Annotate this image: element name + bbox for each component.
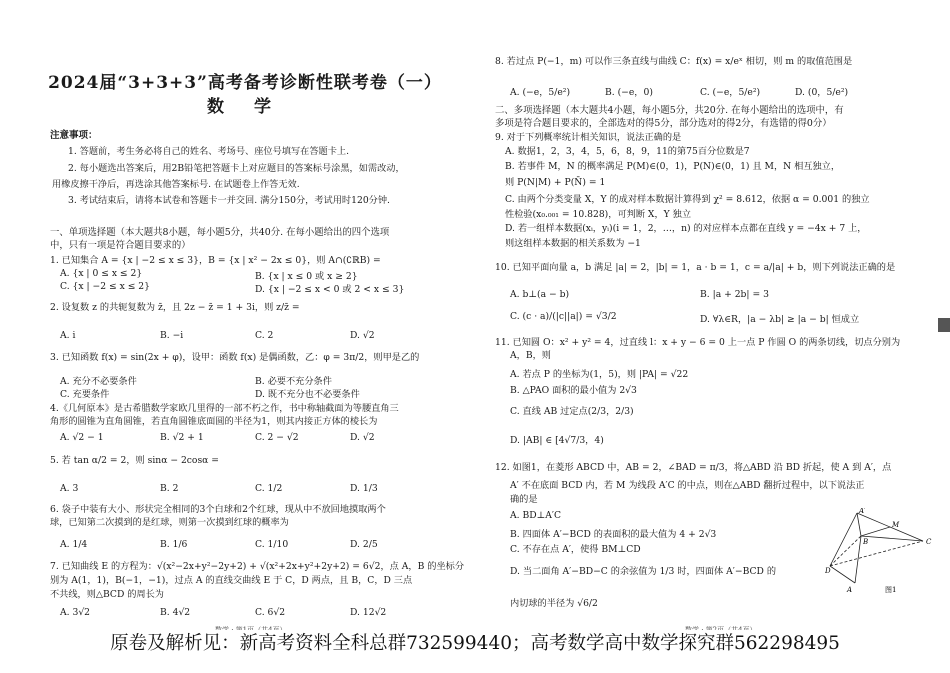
question-stem: 不共线，则△BCD 的周长为 [50,589,164,600]
label-b: B [863,538,869,546]
question-stem: 9. 对于下列概率统计相关知识，说法正确的是 [495,132,682,143]
figure-caption: 图1 [885,586,897,594]
option[interactable]: A. (−e，5/e²) [510,87,571,98]
question-stem: 6. 袋子中装有大小、形状完全相同的3个白球和2个红球，现从中不放回地摸取两个 [50,504,386,515]
option[interactable]: B. √2 + 1 [160,432,204,443]
question-stem: 11. 已知圆 O：x² + y² = 4，过直线 l：x + y − 6 = 0 上一点 P 作圆 O 的两条切线，切点分别为 [495,337,901,348]
option[interactable]: B. −i [160,330,184,341]
option[interactable]: A. √2 − 1 [60,432,104,443]
edge-mark [938,318,950,332]
option-cont: 则这组样本数据的相关系数为 −1 [505,238,641,249]
option[interactable]: A. 若点 P 的坐标为(1，5)，则 |PA| = √22 [510,369,689,380]
question-stem: 10. 已知平面向量 a，b 满足 |a| = 2，|b| = 1，a · b = 1，c = a/|a| + b，则下列说法正确的是 [495,262,896,273]
option[interactable]: B. △PAO 面积的最小值为 2√3 [510,385,637,396]
option[interactable]: D. 2/5 [350,539,378,550]
option[interactable]: C. 不存在点 A′，使得 BM⊥CD [510,544,641,555]
question-stem: 3. 已知函数 f(x) = sin(2x + φ)，设甲：函数 f(x) 是偶函数，乙：φ = 3π/2，则甲是乙的 [50,352,420,363]
edge-a-b [855,536,861,583]
notice-heading: 注意事项： [50,130,98,141]
option[interactable]: C. 1/2 [255,483,283,494]
option[interactable]: D. {x | −2 ≤ x < 0 或 2 < x ≤ 3} [255,284,405,295]
source-banner: 原卷及解析见：新高考资料全科总群732599440；高考数学高中数学探究群562298495 [0,630,950,673]
option[interactable]: D. 既不充分也不必要条件 [255,389,360,400]
question-stem: 1. 已知集合 A = {x | −2 ≤ x ≤ 3}，B = {x | x² − 2x ≤ 0}，则 A∩(∁ℝB) = [50,255,381,266]
edge-a-prime-b [857,513,861,536]
option[interactable]: C. (−e，5/e²) [700,87,761,98]
question-stem: 别为 A(1，1)，B(−1，−1)，过点 A 的直线交曲线 E 于 C，D 两点，且 B，C，D 三点 [50,575,413,586]
question-stem: A′ 不在底面 BCD 内，若 M 为线段 A′C 的中点，则在△ABD 翻折过程中，以下说法正 [510,480,865,491]
option[interactable]: C. 6√2 [255,607,286,618]
option[interactable]: A. 3 [60,483,79,494]
option[interactable]: B. 四面体 A′−BCD 的表面积的最大值为 4 + 2√3 [510,529,717,540]
option[interactable]: D. 当二面角 A′−BD−C 的余弦值为 1/3 时，四面体 A′−BCD 的 [510,566,777,577]
question-stem: 5. 若 tan α/2 = 2，则 sinα − 2cosα = [50,455,219,466]
option-cont: 则 P(N|M) + P(N̄) = 1 [505,177,606,188]
option[interactable]: D. √2 [350,330,375,341]
label-a: A [847,586,853,594]
option[interactable]: C. 充要条件 [60,389,110,400]
option[interactable]: A. 1/4 [60,539,88,550]
option[interactable]: A. 充分不必要条件 [60,376,137,387]
option[interactable]: A. b⊥(a − b) [510,289,570,300]
option[interactable]: B. 必要不充分条件 [255,376,332,387]
option[interactable]: B. {x | x ≤ 0 或 x ≥ 2} [255,271,358,282]
edge-a-prime-d [830,513,857,566]
option[interactable]: B. 若事件 M，N 的概率满足 P(M)∈(0，1)，P(N)∈(0，1) 且 M，N 相互独立， [505,161,841,172]
option[interactable]: C. 2 − √2 [255,432,299,443]
page-left [10,0,480,640]
option[interactable]: C. 由两个分类变量 X，Y 的成对样本数据计算得到 χ² = 8.612，依据 α = 0.001 的独立 [505,194,870,205]
option[interactable]: A. 3√2 [60,607,91,618]
option[interactable]: C. (c · a)/(|c||a|) = √3/2 [510,311,617,322]
option[interactable]: D. 12√2 [350,607,387,618]
option[interactable]: D. √2 [350,432,375,443]
segment-b-m [861,527,890,536]
question-stem: 8. 若过点 P(−1，m) 可以作三条直线与曲线 C：f(x) = x/eˣ 相切，则 m 的取值范围是 [495,56,853,67]
option[interactable]: D. (0，5/e²) [795,87,849,98]
option[interactable]: B. |a + 2b| = 3 [700,289,769,300]
option[interactable]: D. 1/3 [350,483,378,494]
notice-item: 3. 考试结束后，请将本试卷和答题卡一并交回. 满分150分，考试用时120分钟. [68,195,390,206]
section1-heading-cont: 中，只有一项是符合题目要求的） [50,240,191,251]
option[interactable]: C. 1/10 [255,539,289,550]
option[interactable]: D. ∀λ∈R，|a − λb| ≥ |a − b| 恒成立 [700,314,860,325]
question-stem: A，B，则 [510,350,551,361]
edge-d-a [830,566,855,583]
rhombus-fold-figure [825,508,940,608]
notice-item: 2. 每小题选出答案后，用2B铅笔把答题卡上对应题目的答案标号涂黑，如需改动， [68,163,405,174]
notice-item: 1. 答题前，考生务必将自己的姓名、考场号、座位号填写在答题卡上. [68,146,350,157]
question-stem: 4.《几何原本》是古希腊数学家欧几里得的一部不朽之作，书中称轴截面为等腰直角三 [50,403,399,414]
option[interactable]: A. BD⊥A′C [510,510,561,521]
question-stem: 确的是 [510,494,538,505]
notice-item: 用橡皮擦干净后，再选涂其他答案标号. 在试题卷上作答无效. [52,179,300,190]
exam-title: 2024届“3+3+3”高考备考诊断性联考卷（一） [48,73,442,93]
option[interactable]: C. 2 [255,330,274,341]
section1-heading: 一、单项选择题（本大题共8小题，每小题5分，共40分. 在每小题给出的四个选项 [50,227,390,238]
label-c: C [926,538,932,546]
section2-heading: 二、多项选择题（本大题共4小题，每小题5分，共20分. 在每小题给出的选项中，有 [495,105,844,116]
label-a-prime: A′ [859,508,866,515]
edge-d-c [830,541,923,566]
question-stem: 7. 已知曲线 E 的方程为：√(x²−2x+y²−2y+2) + √(x²+2x+y²+2y+2) = 6√2，点 A，B 的坐标分 [50,561,465,572]
option[interactable]: D. |AB| ∈ [4√7/3，4) [510,435,604,446]
option[interactable]: B. 4√2 [160,607,191,618]
question-stem: 球，已知第二次摸到的是红球，则第一次摸到红球的概率为 [50,517,289,528]
option[interactable]: B. (−e，0) [605,87,653,98]
label-m: M [892,521,900,529]
exam-subject: 数 学 [207,97,283,117]
option-cont: 性检验(x₀.₀₀₁ = 10.828)，可判断 X，Y 独立 [505,209,692,220]
question-stem: 角形的圆锥为直角圆锥，若直角圆锥底面圆的半径为1，则其内接正方体的棱长为 [50,416,378,427]
option[interactable]: D. 若一组样本数据(xᵢ，yᵢ)(i = 1，2，…，n) 的对应样本点都在直线 y = −4x + 7 上， [505,223,867,234]
label-d: D [825,567,831,575]
question-stem: 2. 设复数 z 的共轭复数为 z̄，且 2z − z̄ = 1 + 3i，则 z/z̄ = [50,302,300,313]
option[interactable]: A. 数据1，2，3，4，5，6，8，9，11的第75百分位数是7 [505,146,750,157]
option[interactable]: C. 直线 AB 过定点(2/3，2/3) [510,406,634,417]
option[interactable]: C. {x | −2 ≤ x ≤ 2} [60,281,150,292]
option[interactable]: A. {x | 0 ≤ x ≤ 2} [60,268,143,279]
option[interactable]: B. 1/6 [160,539,188,550]
option[interactable]: B. 2 [160,483,179,494]
option[interactable]: A. i [60,330,76,341]
question-stem: 12. 如图1，在菱形 ABCD 中，AB = 2，∠BAD = π/3，将△ABD 沿 BD 折起，使 A 到 A′，点 [495,462,892,473]
section2-heading-cont: 多项是符合题目要求的，全部选对的得5分，部分选对的得2分，有选错的得0分） [495,118,832,129]
option-cont: 内切球的半径为 √6/2 [510,598,598,609]
